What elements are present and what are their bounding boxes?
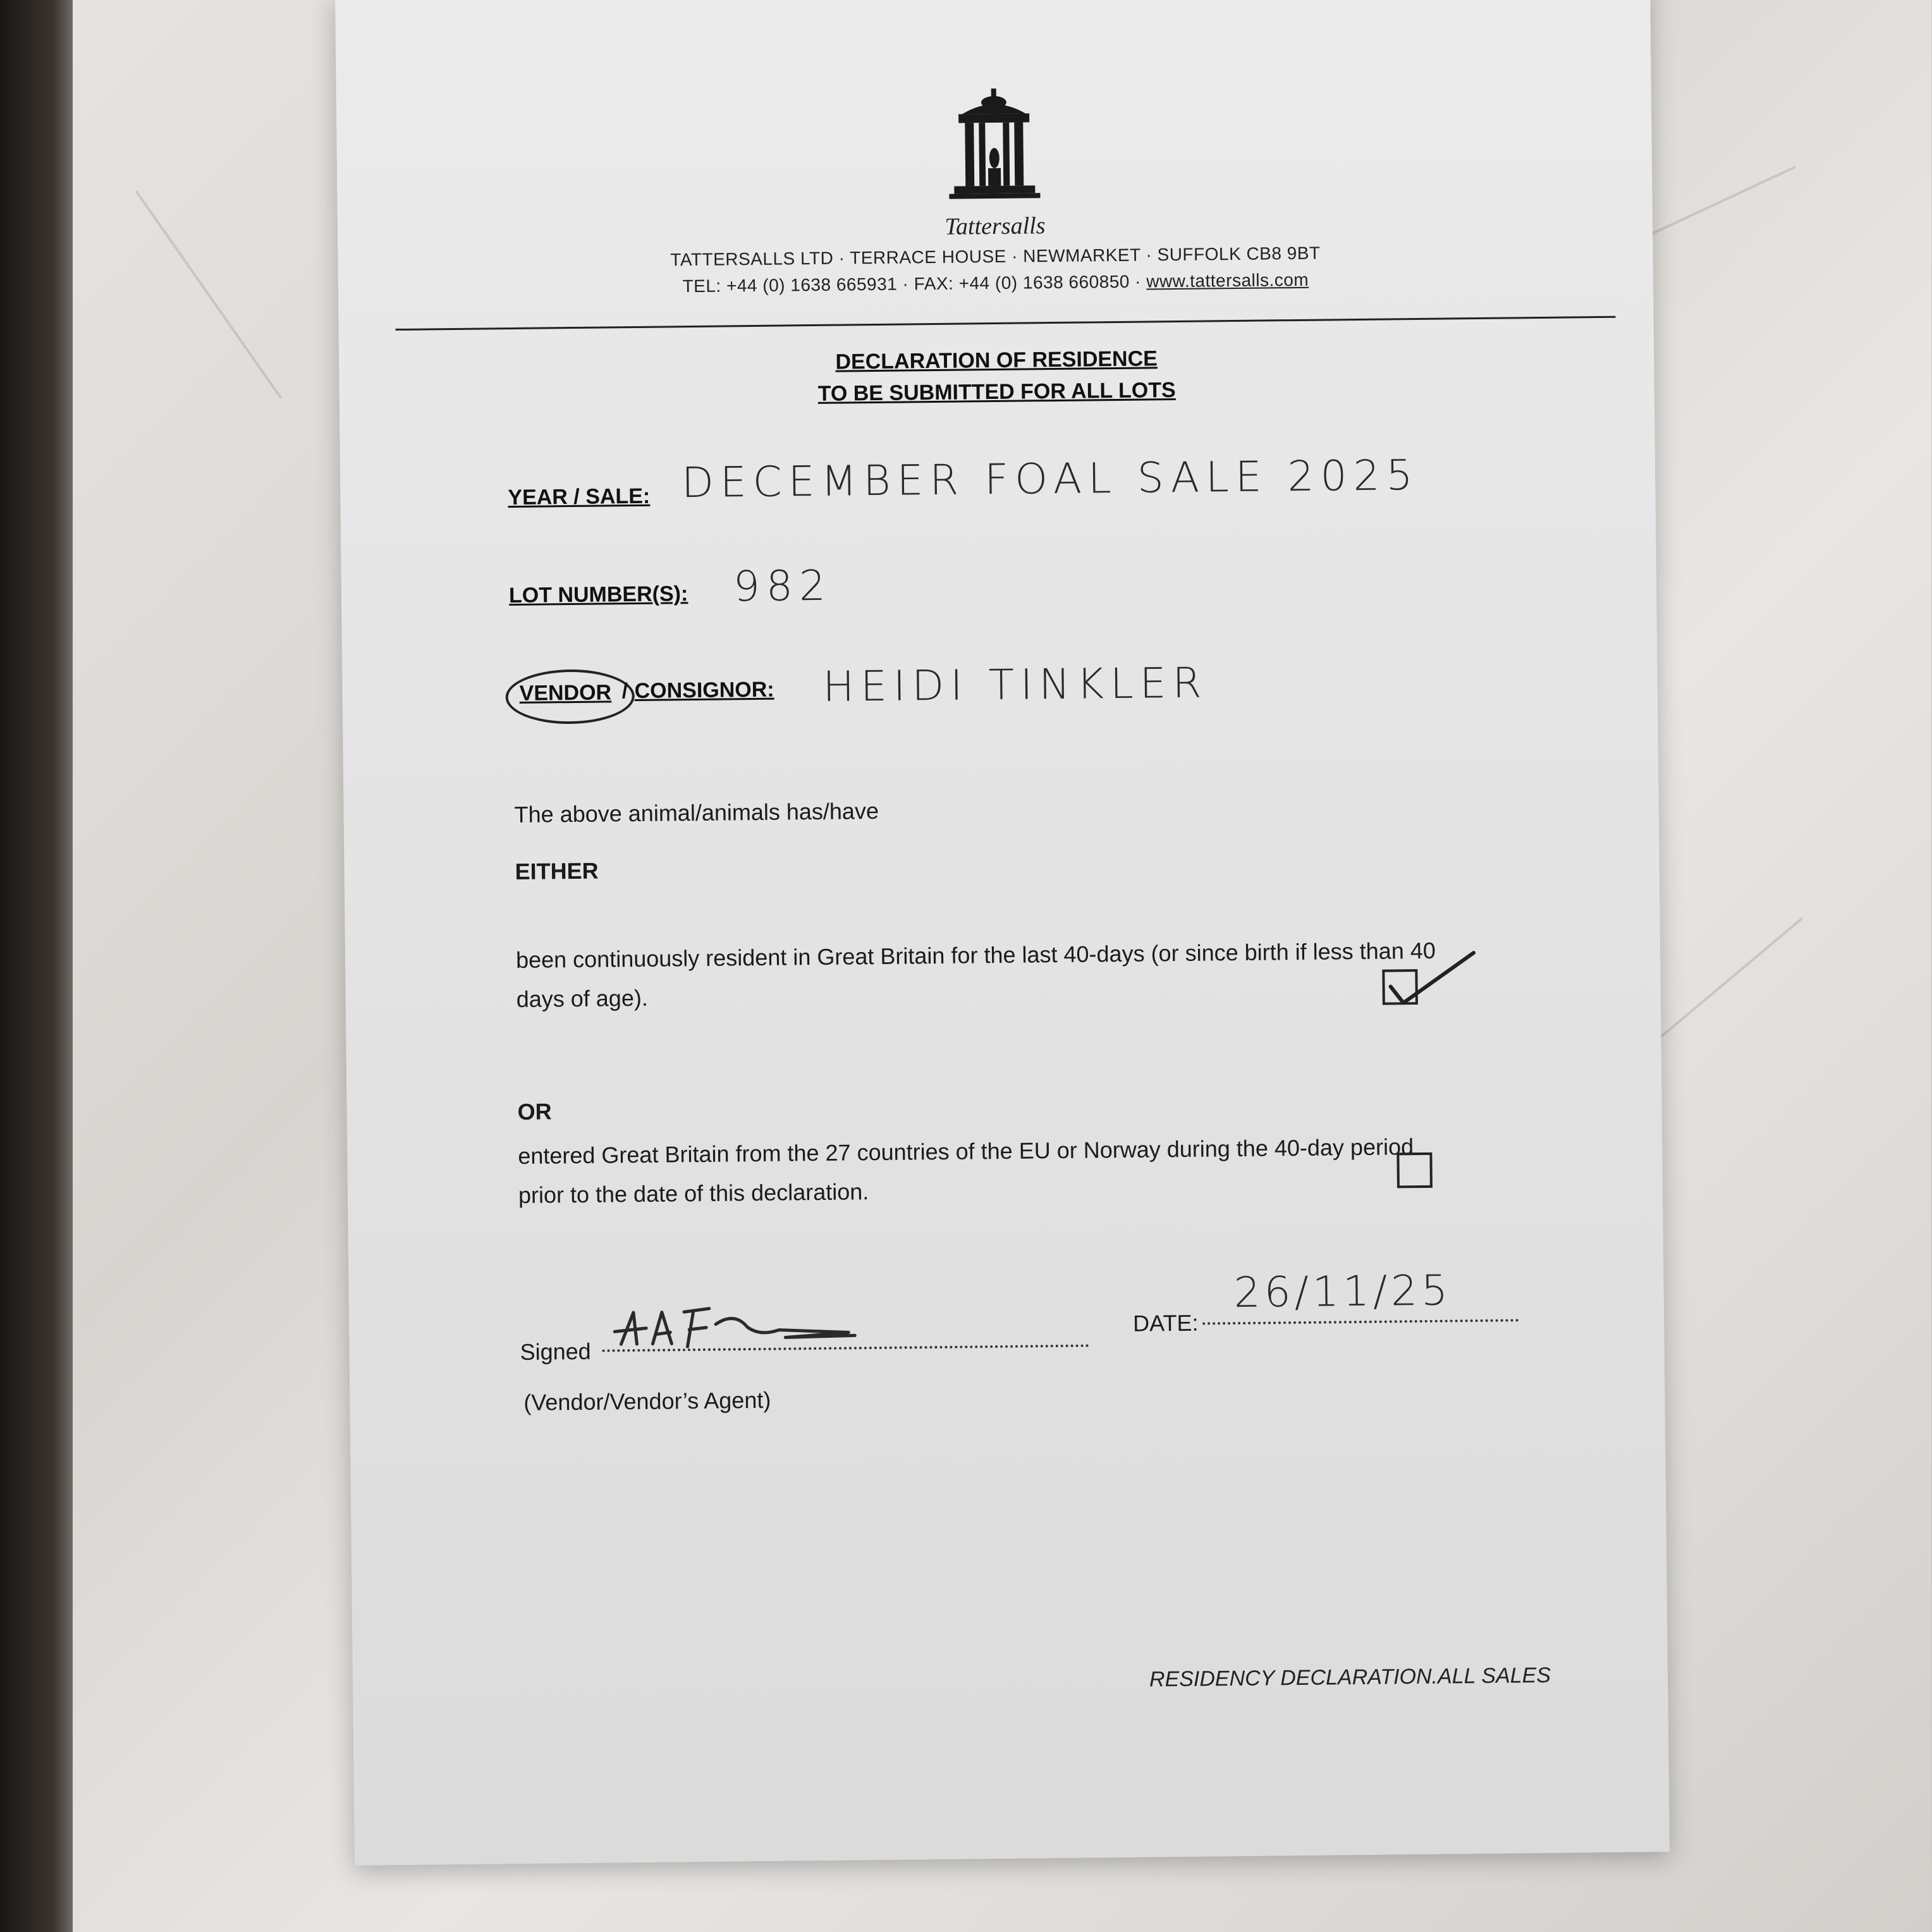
letterhead — [336, 82, 1653, 300]
vendor-name-value[interactable]: HEIDI TINKLER — [822, 658, 1208, 711]
date-value[interactable]: 26/11/25 — [1233, 1266, 1452, 1318]
consignor-label: CONSIGNOR: — [634, 677, 774, 703]
form-title-line2: TO BE SUBMITTED FOR ALL LOTS — [817, 378, 1176, 406]
tattersalls-cupola-logo — [943, 88, 1046, 209]
intro-text: The above animal/animals has/have — [514, 797, 879, 828]
or-label: OR — [517, 1098, 552, 1125]
option1-text — [516, 931, 1436, 1019]
background-dark-edge — [0, 0, 76, 1932]
date-label: DATE: — [1132, 1309, 1199, 1336]
year-sale-value[interactable]: DECEMBER FOAL SALE 2025 — [681, 450, 1419, 508]
lot-number-value[interactable]: 982 — [733, 561, 833, 611]
footer-reference: RESIDENCY DECLARATION.ALL SALES — [1149, 1663, 1551, 1692]
signed-label: Signed — [520, 1338, 591, 1365]
year-sale-label: YEAR / SALE: — [508, 484, 651, 510]
option1-line1: been continuously resident in Great Britain for the last 40-days (or since birth if less than 40 — [515, 937, 1436, 973]
form-title — [339, 338, 1654, 415]
phone-fax: TEL: +44 (0) 1638 665931 · FAX: +44 (0) 1638 660850 · — [682, 271, 1142, 297]
form-title-line1: DECLARATION OF RESIDENCE — [835, 346, 1158, 374]
declaration-form — [335, 0, 1670, 1866]
company-address: TATTERSALLS LTD · TERRACE HOUSE · NEWMARKET · SUFFOLK CB8 9BT — [670, 243, 1321, 270]
option1-line2: days of age). — [516, 984, 649, 1012]
option2-line1: entered Great Britain from the 27 countries of the EU or Norway during the 40-day period — [518, 1134, 1414, 1169]
handwritten-signature — [608, 1297, 874, 1357]
website-link[interactable]: www.tattersalls.com — [1146, 269, 1309, 291]
either-label: EITHER — [515, 857, 599, 884]
vendor-label: VENDOR — [519, 680, 612, 706]
date-line[interactable] — [1202, 1319, 1519, 1324]
brand-name: Tattersalls — [945, 212, 1046, 240]
option1-check-mark — [1385, 946, 1481, 1011]
option2-text — [518, 1127, 1414, 1215]
vendor-separator: / — [621, 679, 628, 704]
lot-number-label: LOT NUMBER(S): — [508, 582, 688, 608]
option2-line2: prior to the date of this declaration. — [518, 1178, 869, 1208]
option2-checkbox[interactable] — [1397, 1152, 1433, 1189]
header-divider — [396, 316, 1616, 331]
vendor-agent-label: (Vendor/Vendor’s Agent) — [523, 1386, 771, 1415]
